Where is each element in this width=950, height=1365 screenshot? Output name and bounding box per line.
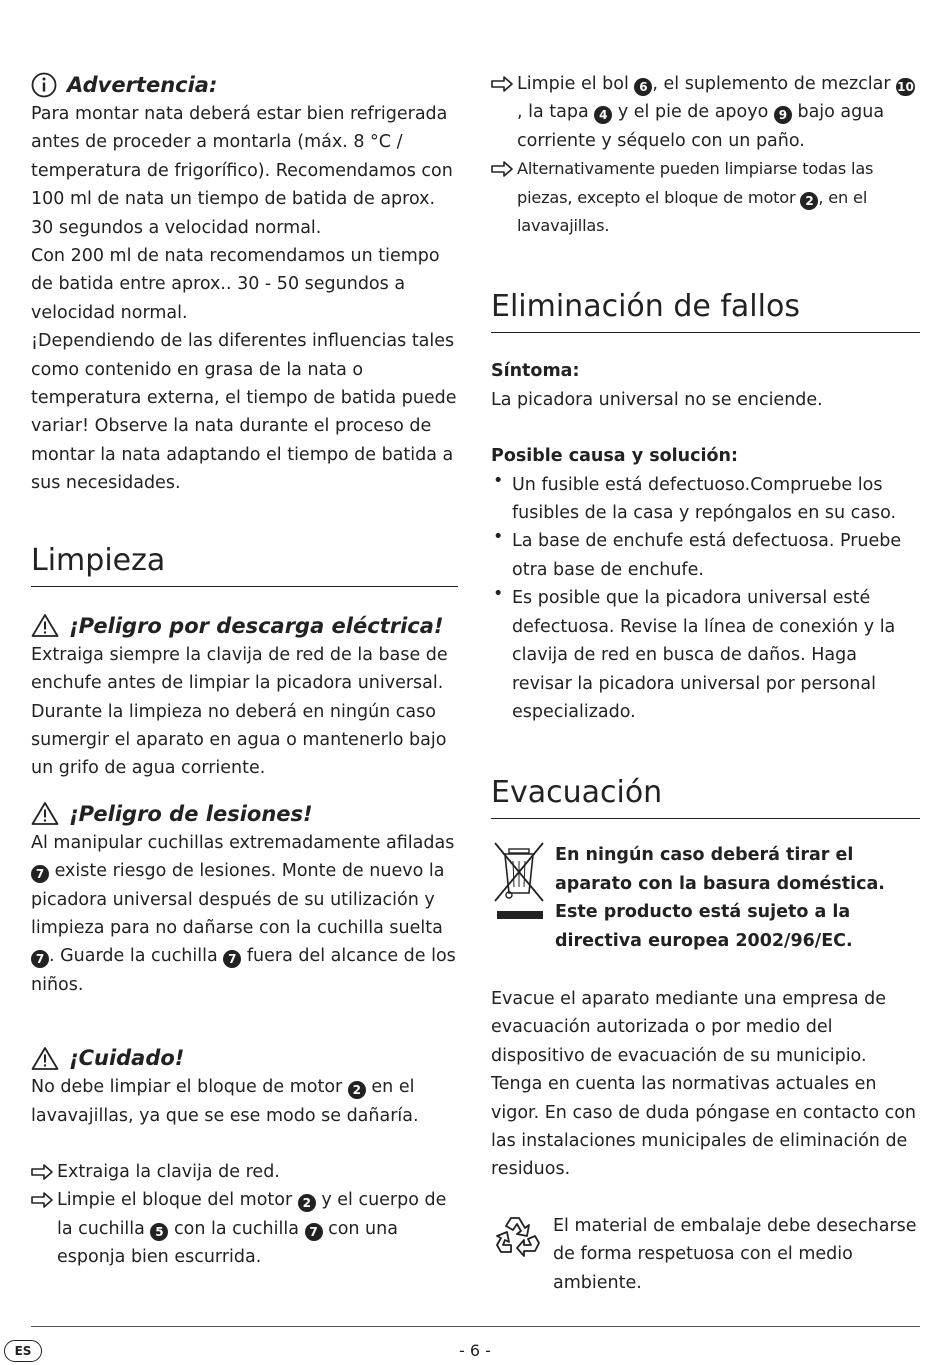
step4-text-a: Alternativamente pueden limpiarse todas las piezas, excepto el bloque de motor: [517, 159, 874, 207]
step2-text-b: y el cuerpo de la cuchilla: [57, 1190, 447, 1239]
lesiones-text-a: Al manipular cuchillas extremadamente afiladas: [31, 832, 455, 853]
arrow-right-icon: [31, 1186, 57, 1271]
advertencia-paragraph-1: Para montar nata deberá estar bien refrigerada antes de proceder a montarla (máx. 8 °C / temperatura de frigorífico). Recomendamos con 100 ml de nata un tiempo de batida de aprox. 30 segundos a velocidad normal.: [31, 104, 453, 238]
step-item: [31, 1186, 458, 1271]
bullet-dot: •: [493, 470, 504, 491]
fallos-heading: Eliminación de fallos: [491, 288, 920, 333]
lesiones-text-c: . Guarde la cuchilla: [49, 946, 218, 967]
sintoma-label: Síntoma:: [491, 361, 580, 382]
step4-text-b: , en el lavavajillas.: [517, 187, 868, 236]
peligro-electrico-heading: [31, 611, 458, 641]
recycle-icon: [491, 1212, 553, 1297]
peligro-electrico-text: Extraiga siempre la clavija de red de la base de enchufe antes de limpiar la picadora universal. Durante la limpieza no deberá en ningún caso sumergir el aparato en agua o mantenerlo bajo un grifo de agua corriente.: [31, 644, 448, 779]
peligro-lesiones-text: [31, 829, 458, 999]
evacuacion-paragraph-1: Evacue el aparato mediante una empresa de evacuación autorizada o por medio del dispositivo de evacuación de su municipio.: [491, 988, 887, 1066]
causa-label: Posible causa y solución:: [491, 446, 738, 467]
advertencia-title: Advertencia:: [67, 73, 218, 97]
cleaning-steps-left: [31, 1158, 458, 1272]
right-column: [491, 70, 920, 1297]
list-item-text: Un fusible está defectuoso.Compruebe los fusibles de la casa y repóngalos en su caso.: [512, 474, 897, 524]
cuidado-heading: [31, 1043, 458, 1073]
footer-divider: [31, 1326, 920, 1327]
lesiones-text-b: existe riesgo de lesiones. Monte de nuevo la picadora universal después de su utilización y limpieza para no dañarse con la cuchilla suelta: [31, 861, 445, 938]
arrow-right-icon: [491, 70, 517, 155]
peligro-lesiones-heading: [31, 799, 458, 829]
warning-triangle-icon: [31, 801, 59, 826]
left-column: [31, 70, 458, 1272]
list-item-text: La base de enchufe está defectuosa. Pruebe otra base de enchufe.: [512, 531, 902, 580]
list-item: [491, 584, 920, 726]
cuidado-title: ¡Cuidado!: [69, 1046, 185, 1071]
recycle-notice: [491, 1212, 920, 1297]
warning-triangle-icon: [31, 1046, 59, 1071]
language-badge: ES: [4, 1340, 42, 1362]
step-item: [31, 1158, 458, 1186]
step2-text-d: con una esponja bien escurrida.: [57, 1218, 398, 1268]
step-item: [491, 70, 920, 155]
step-text: [517, 70, 920, 155]
arrow-right-icon: [31, 1158, 57, 1186]
limpieza-heading: Limpieza: [31, 542, 458, 587]
step3-text-b: , el suplemento de mezclar: [652, 74, 891, 94]
part-number-badge: 7: [31, 950, 49, 968]
evacuacion-heading: Evacuación: [491, 774, 920, 819]
page-number: - 6 -: [459, 1341, 491, 1360]
part-number-badge: 2: [800, 192, 818, 210]
step3-text-a: Limpie el bol: [517, 74, 629, 94]
recycle-text: El material de embalaje debe desecharse de forma respetuosa con el medio ambiente.: [553, 1215, 917, 1293]
step2-text-a: Limpie el bloque del motor: [57, 1190, 293, 1211]
crossed-bin-icon: [491, 841, 555, 955]
peligro-electrico-title: ¡Peligro por descarga eléctrica!: [69, 613, 444, 638]
part-number-badge: 2: [298, 1194, 316, 1212]
part-number-badge: 7: [31, 865, 49, 883]
step3-text-c: , la tapa: [517, 102, 589, 123]
part-number-badge: 5: [150, 1223, 168, 1241]
weee-text: En ningún caso deberá tirar el aparato con la basura doméstica. Este producto está sujeto a la directiva europea 2002/96/EC.: [555, 845, 885, 951]
sintoma-text: La picadora universal no se enciende.: [491, 389, 823, 410]
list-item: [491, 527, 920, 584]
step-text: [57, 1186, 458, 1271]
part-number-badge: 9: [774, 106, 792, 124]
cuidado-text-b: en el lavavajillas, ya que se ese modo se dañaría.: [31, 1077, 419, 1126]
peligro-lesiones-title: ¡Peligro de lesiones!: [69, 801, 313, 826]
cuidado-text: [31, 1073, 458, 1130]
part-number-badge: 4: [594, 106, 612, 124]
list-item-text: Es posible que la picadora universal esté defectuosa. Revise la línea de conexión y la clavija de red en busca de daños. Haga revisar la picadora universal por personal especializado.: [512, 588, 896, 722]
bullet-dot: •: [493, 527, 504, 548]
step3-text-e: bajo agua corriente y séquelo con un paño.: [517, 102, 885, 151]
advertencia-paragraph-3: ¡Dependiendo de las diferentes influencias tales como contenido en grasa de la nata o temperatura externa, el tiempo de batida puede variar! Observe la nata durante el proceso de montar la nata adaptando el tiempo de batida a sus necesidades.: [31, 331, 457, 494]
cuidado-text-a: No debe limpiar el bloque de motor: [31, 1077, 343, 1098]
arrow-right-icon: [491, 155, 517, 240]
list-item: [491, 471, 920, 528]
advertencia-paragraph-2: Con 200 ml de nata recomendamos un tiempo de batida entre aprox.. 30 - 50 segundos a velocidad normal.: [31, 246, 440, 323]
part-number-badge: 7: [305, 1223, 323, 1241]
part-number-badge: 7: [223, 950, 241, 968]
warning-triangle-icon: [31, 613, 59, 638]
step-text: Extraiga la clavija de red.: [57, 1161, 280, 1182]
step-item: [491, 155, 920, 240]
evacuacion-paragraph-2: Tenga en cuenta las normativas actuales en vigor. En caso de duda póngase en contacto con las instalaciones municipales de eliminación de residuos.: [491, 1074, 917, 1180]
advertencia-heading: [31, 70, 458, 100]
bullet-dot: •: [493, 584, 504, 605]
step3-text-d: y el pie de apoyo: [617, 102, 769, 123]
step2-text-c: con la cuchilla: [174, 1218, 299, 1239]
info-icon: [31, 72, 57, 98]
part-number-badge: 2: [348, 1081, 366, 1099]
part-number-badge: 10: [897, 80, 914, 94]
part-number-badge: 6: [634, 78, 652, 96]
step-text: [517, 155, 920, 240]
weee-notice: [491, 841, 920, 955]
lesiones-text-d: fuera del alcance de los niños.: [31, 946, 456, 995]
